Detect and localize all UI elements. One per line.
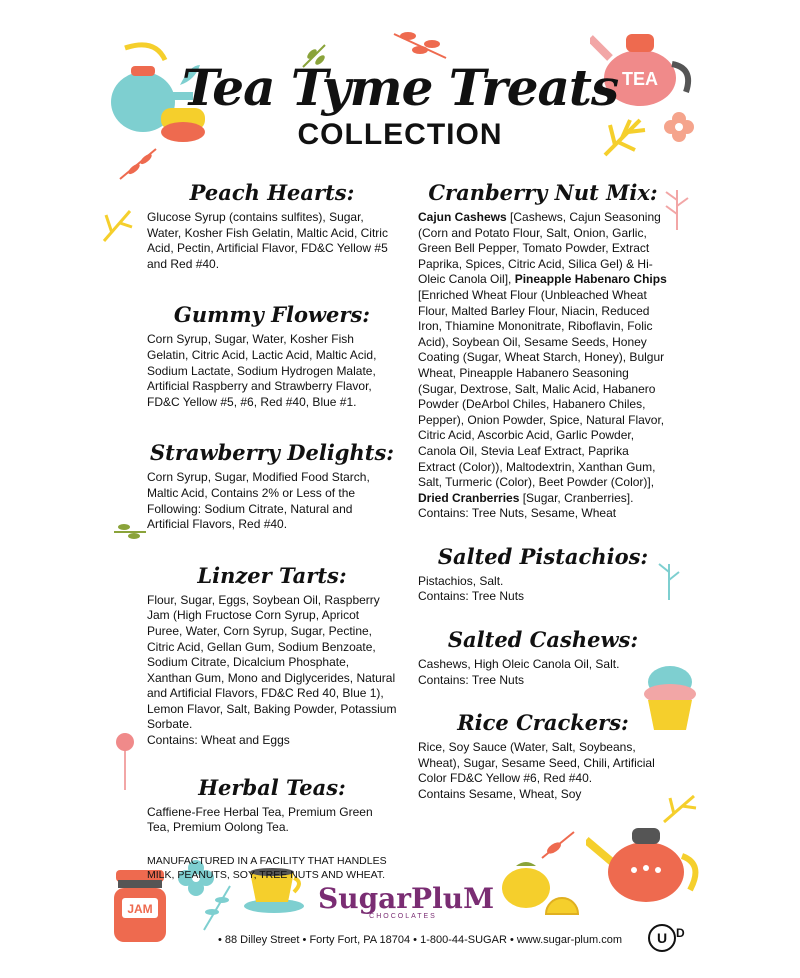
section-heading: Strawberry Delights: [149,440,395,466]
ingredients-text: Corn Syrup, Sugar, Water, Kosher Fish Gelatin, Citric Acid, Lactic Acid, Maltic Acid, Sodium Lactate, Sodium Hydrogen Malate, Artificial Raspberry and Strawberry Flavor, FD&C Yellow #5, #6, Red #40, Blue #1. [147,332,377,409]
section-gummy-flowers [147,302,397,410]
ingredients-text: Flour, Sugar, Eggs, Soybean Oil, Raspberry Jam (High Fructose Corn Syrup, Apricot Puree, Water, Corn Syrup, Sugar, Pectine, Citric Acid, Gellan Gum, Sodium Benzoate, Sodium Citrate, Dicalcium Phosphate, Xanthan Gum, Mono and Diglycerides, Natural and Artificial Flavors, FD&C Red 40, Blue 1), Lemon Flavor, Salt, Baking Powder, Potassium Sorbate. [147,592,397,732]
section-heading: Herbal Teas: [198,774,346,800]
orange-teapot-icon [586,810,706,906]
ingredients-text: Cashews, High Oleic Canola Oil, Salt. [418,657,620,672]
component-label: Cajun Cashews [418,210,507,224]
section-heading: Rice Crackers: [457,710,629,736]
component-label: Dried Cranberries [418,490,520,505]
component-label: Pineapple Habenaro Chips [514,272,667,287]
allergen-text: Contains: Tree Nuts [418,672,525,687]
section-heading: Salted Pistachios: [437,543,649,569]
allergen-text: Contains: Tree Nuts [418,589,525,604]
section-heading: Salted Cashews: [447,627,639,653]
section-herbal-teas [147,775,397,836]
allergen-text: Contains: Tree Nuts, Sesame, Wheat [418,506,617,521]
ingredients-text [418,210,668,506]
ingredients-text: Caffiene-Free Herbal Tea, Premium Green Tea, Premium Oolong Tea. [147,804,373,835]
section-salted-cashews [418,627,668,688]
ingredients-text: Rice, Soy Sauce (Water, Salt, Soybeans, Wheat), Sugar, Sesame Seed, Chili, Artificial Color FD&C Yellow #6, Red #40. [418,740,655,786]
brand-logo [318,882,495,920]
allergen-text: Contains Sesame, Wheat, Soy [418,787,582,802]
section-peach-hearts [147,180,397,272]
section-cranberry-nut-mix [418,180,668,522]
component-text: [Cashews, Cajun Seasoning (Corn and Potato Flour, Salt, Onion, Garlic, Green Bell Pepper, Tomato Powder, Extract Paprika, Spices, Citric Acid, Silica Gel) & Hi-Oleic Canola Oil], [418,210,661,287]
section-heading: Peach Hearts: [189,180,355,205]
section-strawberry-delights [147,440,397,532]
section-heading: Linzer Tarts: [197,562,347,588]
brand-name: SugarPluM [318,882,495,915]
jam-label: JAM [127,902,153,916]
component-text: [Sugar, Cranberries]. [519,490,634,505]
section-salted-pistachios [418,544,668,605]
flower-icon [540,828,576,860]
allergen-text: Contains: Wheat and Eggs [147,733,290,748]
right-column [418,180,668,803]
palm-leaf-icon [100,205,136,245]
section-rice-crackers [418,710,668,802]
ingredients-text: Pistachios, Salt. [418,573,504,588]
kosher-symbol-icon: U [648,924,676,952]
section-linzer-tarts [147,563,397,749]
section-heading: Gummy Flowers: [173,302,371,328]
leaf-icon [112,520,148,544]
leaf-icon [200,882,234,932]
brand-tagline: CHOCOLATES [369,913,437,920]
component-text: [Enriched Wheat Flour (Unbleached Wheat Flour, Malted Barley Flour, Niacin, Reduced Iron, Thiamine Mononitrate, Riboflavin, Folic Acid), Soybean Oil, Sesame Seeds, Honey Coating (Sugar, Wheat Starch, Honey), Bulgur Wheat, Pineapple Habanero Seasoning (Sugar, Dextrose, Salt, Malic Acid, Habanero Powder (DeArbol Chiles, Habanero Chiles, Pepper), Onion Powder, Spice, Natural Flavor, Citric Acid, Ascorbic Acid, Garlic Powder, Canola Oil, Stevia Leaf Extract, Paprika Extract (Color)), Maltodextrin, Xanthan Gum, Salt, Turmeric (Color), Beet Powder (Color)], [418,287,665,490]
kosher-dairy-mark: D [676,926,685,940]
lemon-icon [496,858,582,918]
footer-contact: • 88 Dilley Street • Forty Fort, PA 18704 • 1-800-44-SUGAR • www.sugar-plum.com [217,934,622,946]
page-title: Tea Tyme Treats [181,58,619,117]
page-subtitle: COLLECTION [297,118,503,151]
teapot-label: TEA [622,69,658,89]
ingredients-text: Glucose Syrup (contains sulfites), Sugar, Water, Kosher Fish Gelatin, Maltic Acid, Citric Acid, Pectin, Artificial Flavor, FD&C Yellow #5 and Red #40. [147,210,388,271]
flower-icon [108,730,142,790]
facility-notice: MANUFACTURED IN A FACILITY THAT HANDLES MILK, PEANUTS, SOY, TREE NUTS AND WHEAT. [147,854,387,881]
section-heading: Cranberry Nut Mix: [428,180,658,205]
left-column [147,180,397,882]
ingredients-text: Corn Syrup, Sugar, Modified Food Starch, Maltic Acid, Contains 2% or Less of the Following: Sodium Citrate, Natural and Artificial Flavors, Red #40. [147,470,370,532]
